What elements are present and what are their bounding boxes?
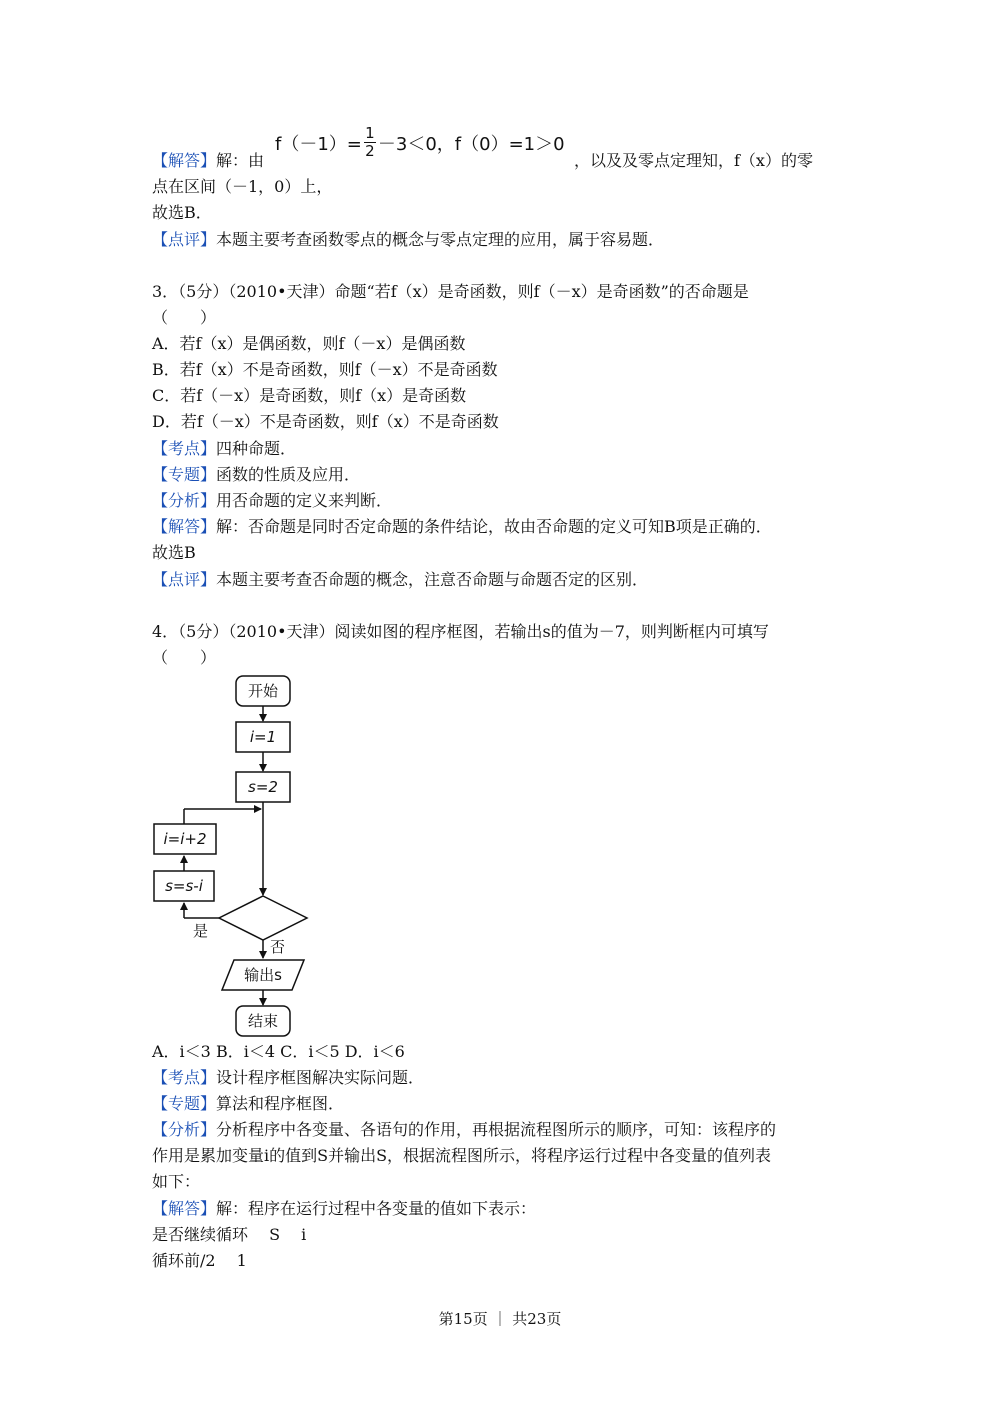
update-i-label: i=i+2 (163, 830, 207, 848)
zhuanti-text: 算法和程序框图． (216, 1094, 345, 1113)
page-footer: 第15页 ｜ 共23页 (438, 1310, 562, 1328)
start-label: 开始 (247, 682, 279, 700)
q2-answer-line2: 点在区间（－1，0）上， (152, 177, 333, 196)
no-label: 否 (270, 938, 286, 956)
zhuanti-tag: 【专题】 (152, 1094, 217, 1113)
q4-fenxi-line2: 作用是累加变量i的值到S并输出S，根据流程图所示，将程序运行过程中各变量的值列表 (152, 1146, 772, 1165)
answer-tag: 【解答】 (152, 151, 217, 170)
q2-conclusion: 故选B． (152, 203, 212, 222)
q4-kaodian (152, 1066, 424, 1090)
review-text: 本题主要考查函数零点的概念与零点定理的应用，属于容易题． (216, 230, 665, 249)
jieda-tag: 【解答】 (152, 517, 217, 536)
jieda-text: 解：程序在运行过程中各变量的值如下表示： (216, 1199, 537, 1218)
kaodian-text: 四种命题． (216, 439, 297, 458)
yes-label: 是 (193, 922, 209, 940)
q4-zhuanti (152, 1092, 344, 1116)
q4-table-row: 循环前/2 1 (152, 1251, 247, 1270)
fraction-denominator: 2 (365, 142, 375, 160)
init-s-label: s=2 (248, 778, 278, 796)
q2-answer-tail: ，以及及零点定理知，f（x）的零 (574, 151, 813, 170)
q4-stem: 4．（5分）（2010•天津）阅读如图的程序框图，若输出s的值为－7，则判断框内可填写 (152, 622, 769, 641)
fraction-numerator: 1 (365, 124, 375, 142)
q4-fenxi (152, 1118, 776, 1142)
zhuanti-text: 函数的性质及应用． (216, 465, 361, 484)
q3-conclusion: 故选B (152, 543, 196, 562)
review-tag: 【点评】 (152, 230, 217, 249)
fenxi-text: 分析程序中各变量、各语句的作用，再根据流程图所示的顺序，可知：该程序的 (216, 1120, 777, 1139)
formula-middle: －3＜0，f（0）=1＞0 (377, 133, 565, 155)
q3-paren: （ ） (152, 308, 217, 327)
end-label: 结束 (247, 1012, 279, 1030)
update-s-label: s=s-i (165, 877, 203, 895)
q4-paren: （ ） (152, 648, 217, 667)
output-label: 输出s (244, 966, 282, 984)
zhuanti-tag: 【专题】 (152, 465, 217, 484)
formula-left: f（－1）= (275, 133, 362, 155)
review-text: 本题主要考查否命题的概念，注意否命题与命题否定的区别． (216, 570, 649, 589)
kaodian-tag: 【考点】 (152, 1068, 217, 1087)
fenxi-text: 用否命题的定义来判断． (216, 491, 393, 510)
q3-option-d: D．若f（－x）不是奇函数，则f（x）不是奇函数 (152, 412, 499, 431)
q3-stem: 3．（5分）（2010•天津）命题“若f（x）是奇函数，则f（－x）是奇函数”的否命题是 (152, 282, 749, 301)
review-tag: 【点评】 (152, 570, 217, 589)
answer-lead: 解：由 (216, 151, 265, 170)
jieda-text: 解：否命题是同时否定命题的条件结论，故由否命题的定义可知B项是正确的． (216, 517, 772, 536)
fenxi-tag: 【分析】 (152, 491, 217, 510)
q3-option-a: A．若f（x）是偶函数，则f（－x）是偶函数 (152, 334, 466, 353)
kaodian-text: 设计程序框图解决实际问题． (216, 1068, 425, 1087)
q3-option-c: C．若f（－x）是奇函数，则f（x）是奇函数 (152, 386, 467, 405)
q4-fenxi-line3: 如下： (152, 1172, 201, 1191)
init-i-label: i=1 (249, 728, 277, 746)
q3-option-b: B．若f（x）不是奇函数，则f（－x）不是奇函数 (152, 360, 498, 379)
q4-table-head: 是否继续循环 S i (152, 1225, 307, 1244)
decision-diamond (219, 896, 307, 940)
fenxi-tag: 【分析】 (152, 1120, 217, 1139)
q4-options: A．i＜3 B．i＜4 C．i＜5 D．i＜6 (152, 1042, 405, 1061)
kaodian-tag: 【考点】 (152, 439, 217, 458)
jieda-tag: 【解答】 (152, 1199, 217, 1218)
q4-jieda (152, 1197, 536, 1221)
